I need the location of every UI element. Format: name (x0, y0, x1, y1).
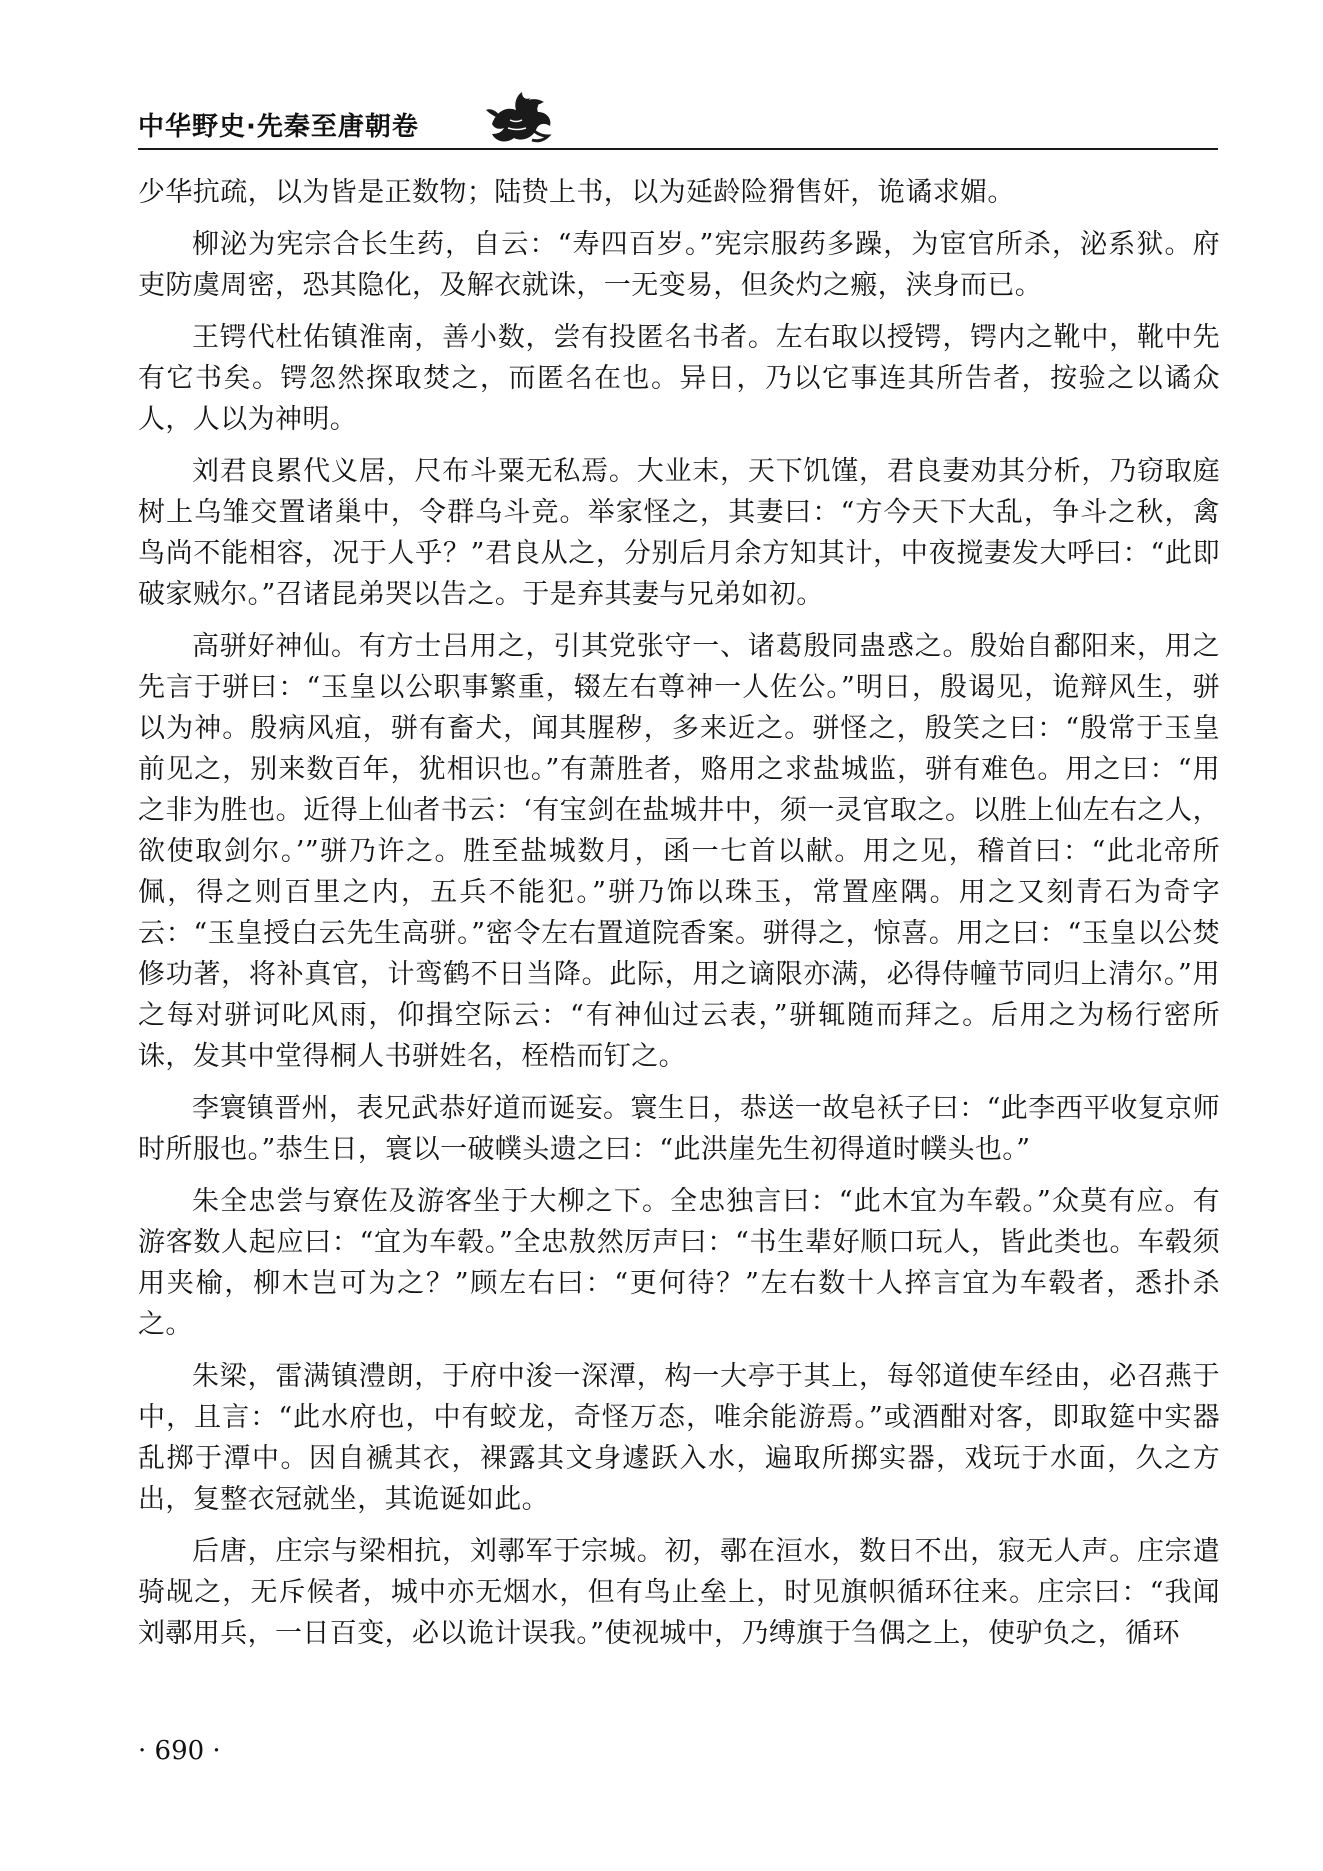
paragraph: 李寰镇晋州，表兄武恭好道而诞妄。寰生日，恭送一故皂袄子曰：“此李西平收复京师时所服也。”恭生日，寰以一破幞头遗之曰：“此洪崖先生初得道时幞头也。” (138, 1093, 1221, 1165)
header-rule (138, 148, 1218, 150)
page-body (138, 172, 1220, 1665)
dragon-icon (486, 86, 558, 150)
paragraph: 少华抗疏，以为皆是正数物；陆贽上书，以为延龄险猾售奸，诡谲求媚。 (138, 177, 1015, 208)
book-title: 中华野史·先秦至唐朝卷 (138, 112, 419, 142)
paragraph: 高骈好神仙。有方士吕用之，引其党张守一、诸葛殷同蛊惑之。殷始自鄱阳来，用之先言于骈曰：“玉皇以公职事繁重，辍左右尊神一人佐公。”明日，殷谒见，诡辩风生，骈以为神。殷病风疽，骈有畜犬，闻其腥秽，多来近之。骈怪之，殷笑之曰：“殷常于玉皇前见之，别来数百年，犹相识也。”有萧胜者，赂用之求盐城监，骈有难色。用之曰：“用之非为胜也。近得上仙者书云：‘有宝剑在盐城井中，须一灵官取之。以胜上仙左右之人，欲使取剑尔。’”骈乃许之。胜至盐城数月，函一七首以献。用之见，稽首曰：“此北帝所佩，得之则百里之内，五兵不能犯。”骈乃饰以珠玉，常置座隅。用之又刻青石为奇字云：“玉皇授白云先生高骈。”密令左右置道院香案。骈得之，惊喜。用之曰：“玉皇以公焚修功著，将补真官，计鸾鹤不日当降。此际，用之谪限亦满，必得侍幢节同归上清尔。”用之每对骈诃叱风雨，仰揖空际云：“有神仙过云表，”骈辄随而拜之。后用之为杨行密所诛，发其中堂得桐人书骈姓名，桎梏而钉之。 (138, 631, 1220, 1072)
paragraph: 朱全忠尝与寮佐及游客坐于大柳之下。全忠独言曰：“此木宜为车毂。”众莫有应。有游客数人起应曰：“宜为车毂。”全忠敖然厉声曰：“书生辈好顺口玩人，皆此类也。车毂须用夹榆，柳木岂可为之？”顾左右曰：“更何待？”左右数十人捽言宜为车毂者，悉扑杀之。 (138, 1186, 1220, 1340)
paragraph: 刘君良累代义居，尺布斗粟无私焉。大业末，天下饥馑，君良妻劝其分析，乃窃取庭树上乌雏交置诸巢中，令群乌斗竞。举家怪之，其妻曰：“方今天下大乱，争斗之秋，禽鸟尚不能相容，况于人乎？”君良从之，分别后月余方知其计，中夜搅妻发大呼曰：“此即破家贼尔。”召诸昆弟哭以告之。于是弃其妻与兄弟如初。 (138, 456, 1220, 610)
paragraph: 王锷代杜佑镇淮南，善小数，尝有投匿名书者。左右取以授锷，锷内之靴中，靴中先有它书矣。锷忽然探取焚之，而匿名在也。异日，乃以它事连其所告者，按验之以谲众人，人以为神明。 (138, 322, 1220, 435)
paragraph: 朱梁，雷满镇澧朗，于府中浚一深潭，构一大亭于其上，每邻道使车经由，必召燕于中，且言：“此水府也，中有蛟龙，奇怪万态，唯余能游焉。”或酒酣对客，即取筵中实器乱掷于潭中。因自褫其衣，裸露其文身遽跃入水，遍取所掷实器，戏玩于水面，久之方出，复整衣冠就坐，其诡诞如此。 (138, 1361, 1220, 1515)
running-header (138, 86, 1218, 158)
paragraph: 柳泌为宪宗合长生药，自云：“寿四百岁。”宪宗服药多躁，为宦官所杀，泌系狱。府吏防虞周密，恐其隐化，及解衣就诛，一无变易，但灸灼之瘢，浃身而已。 (138, 229, 1220, 301)
page-number: · 690 · (138, 1736, 221, 1766)
paragraph: 后唐，庄宗与梁相抗，刘鄩军于宗城。初，鄩在洹水，数日不出，寂无人声。庄宗遣骑觇之，无斥候者，城中亦无烟水，但有鸟止垒上，时见旗帜循环往来。庄宗曰：“我闻刘鄩用兵，一日百变，必以诡计误我。”使视城中，乃缚旗于刍偶之上，使驴负之，循环 (138, 1536, 1220, 1649)
